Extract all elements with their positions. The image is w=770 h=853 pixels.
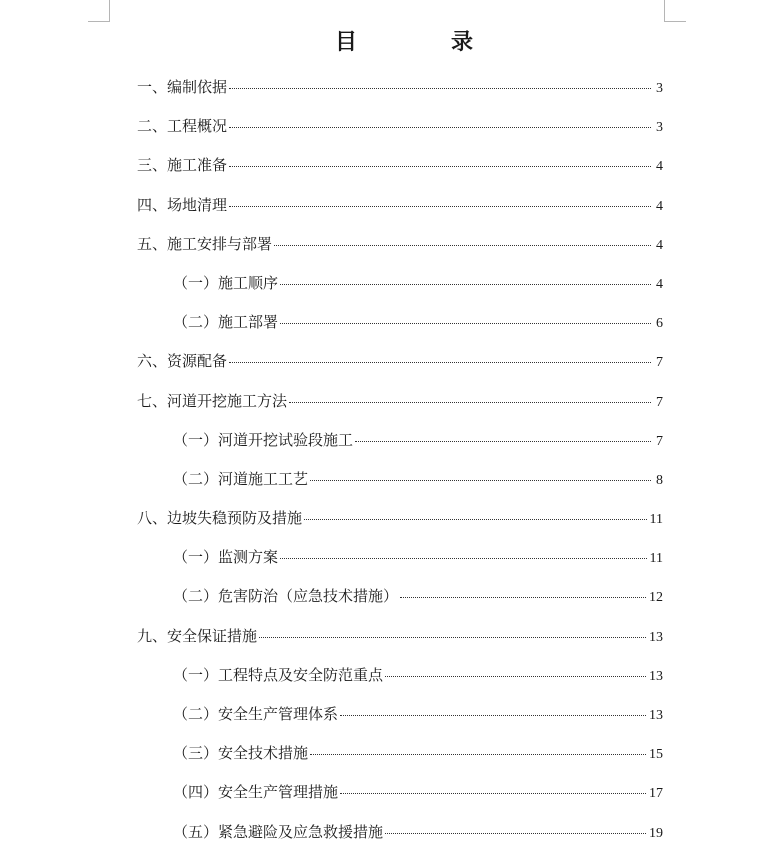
toc-entry[interactable]	[137, 112, 663, 151]
toc-entry-label: 一、编制依据	[137, 78, 228, 96]
toc-page-number: 4	[656, 276, 663, 292]
toc-page-number: 3	[656, 81, 663, 96]
toc-leader-dots	[310, 754, 646, 755]
toc-leader-dots	[229, 206, 651, 207]
toc-page-number: 19	[649, 825, 663, 841]
toc-leader-dots	[280, 284, 651, 285]
toc-entry-label: 二、工程概况	[137, 117, 228, 136]
toc-entry-label: （二）施工部署	[173, 313, 279, 332]
toc-entry-label: （二）危害防治（应急技术措施）	[173, 587, 399, 606]
toc-page-number: 4	[656, 237, 663, 253]
toc-entry[interactable]	[137, 387, 663, 426]
toc-leader-dots	[355, 441, 651, 442]
toc-page-number: 6	[656, 316, 663, 332]
toc-page-number: 7	[656, 394, 663, 410]
toc-page-number: 13	[649, 708, 663, 723]
toc-leader-dots	[304, 519, 647, 520]
toc-entry[interactable]	[137, 347, 663, 386]
toc-entry[interactable]	[137, 191, 663, 230]
toc-leader-dots	[310, 480, 651, 481]
toc-subentry[interactable]	[137, 269, 663, 308]
toc-entry-label: 三、施工准备	[137, 156, 228, 175]
toc-page-number: 11	[649, 551, 663, 567]
toc-page-number: 4	[656, 198, 663, 214]
toc-leader-dots	[274, 245, 651, 246]
toc-leader-dots	[385, 833, 646, 834]
toc-entry-label: 六、资源配备	[137, 352, 228, 371]
toc-entry-label: 五、施工安排与部署	[137, 234, 273, 253]
toc-subentry[interactable]	[137, 739, 663, 778]
toc-subentry[interactable]	[137, 661, 663, 700]
toc-entry[interactable]	[137, 622, 663, 661]
toc-leader-dots	[289, 402, 651, 403]
toc-subentry[interactable]	[137, 778, 663, 817]
toc-entry-label: （二）安全生产管理体系	[173, 705, 339, 723]
toc-entry-label: （四）安全生产管理措施	[173, 783, 339, 802]
toc-page-number: 13	[649, 629, 663, 645]
toc-leader-dots	[340, 715, 646, 716]
page-title: 目 录	[334, 29, 509, 55]
toc-page-number: 15	[649, 747, 663, 763]
toc-page-number: 8	[656, 472, 663, 488]
toc-entry[interactable]	[137, 151, 663, 190]
toc-entry-label: 七、河道开挖施工方法	[137, 391, 288, 410]
toc-entry[interactable]	[137, 73, 663, 112]
toc-entry-label: （一）施工顺序	[173, 273, 279, 292]
toc-entry-label: （一）河道开挖试验段施工	[173, 430, 354, 449]
toc-page-number: 7	[656, 433, 663, 449]
toc-entry-label: 四、场地清理	[137, 195, 228, 214]
toc-entry-label: （一）工程特点及安全防范重点	[173, 665, 384, 684]
toc-page-number: 12	[649, 590, 663, 606]
toc-entry-label: 九、安全保证措施	[137, 626, 258, 645]
toc-subentry[interactable]	[137, 426, 663, 465]
toc-leader-dots	[229, 88, 651, 89]
toc-subentry[interactable]	[137, 465, 663, 504]
toc-page-number: 11	[649, 512, 663, 528]
toc-leader-dots	[229, 362, 651, 363]
toc-entry[interactable]	[137, 504, 663, 543]
toc-entry-label: （五）紧急避险及应急救援措施	[173, 822, 384, 841]
toc-entry-label: （二）河道施工工艺	[173, 469, 309, 488]
toc-page-number: 3	[656, 120, 663, 136]
toc-subentry[interactable]	[137, 543, 663, 582]
toc-subentry[interactable]	[137, 582, 663, 621]
toc-leader-dots	[385, 676, 646, 677]
table-of-contents	[137, 73, 663, 853]
toc-page-number: 4	[656, 159, 663, 175]
toc-entry[interactable]	[137, 230, 663, 269]
toc-page-number: 7	[656, 355, 663, 371]
toc-leader-dots	[340, 793, 646, 794]
toc-leader-dots	[280, 558, 647, 559]
toc-leader-dots	[280, 323, 651, 324]
page-corner-mark-right	[664, 0, 686, 22]
toc-leader-dots	[400, 597, 646, 598]
page-corner-mark-left	[88, 0, 110, 22]
toc-entry-label: （三）安全技术措施	[173, 744, 309, 763]
toc-leader-dots	[229, 127, 651, 128]
toc-entry-label: 八、边坡失稳预防及措施	[137, 509, 303, 528]
toc-subentry[interactable]	[137, 308, 663, 347]
toc-page-number: 13	[649, 668, 663, 684]
toc-page-number: 17	[649, 786, 663, 802]
toc-leader-dots	[229, 166, 651, 167]
toc-leader-dots	[259, 637, 646, 638]
toc-entry-label: （一）监测方案	[173, 548, 279, 567]
toc-subentry[interactable]	[137, 700, 663, 739]
toc-subentry[interactable]	[137, 818, 663, 853]
